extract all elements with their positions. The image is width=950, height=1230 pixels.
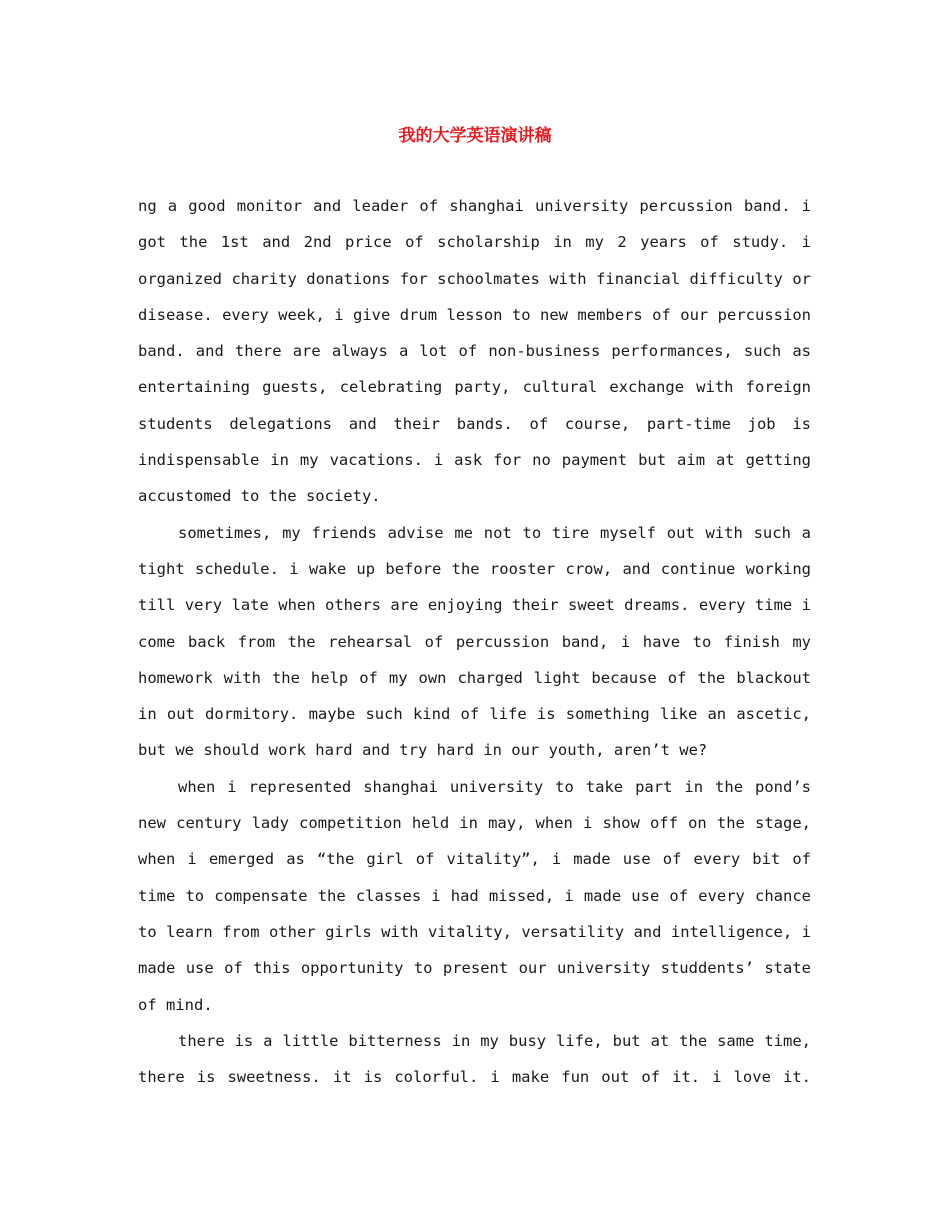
paragraph-4: there is a little bitterness in my busy life, but at the same time, there is sweetness. it is colorful. i make fun out of it. i love it. <box>138 1031 811 1087</box>
paragraph-2: sometimes, my friends advise me not to tire myself out with such a tight schedule. i wake up before the rooster crow, and continue working till very late when others are enjoying their sweet dreams. every time i come back from the rehearsal of percussion band, i have to finish my homework with the help of my own charged light because of the blackout in out dormitory. maybe such kind of life is something like an ascetic, but we should work hard and try hard in our youth, aren’t we? <box>138 523 811 760</box>
page-title: 我的大学英语演讲稿 <box>398 126 552 146</box>
document-body <box>138 188 811 1095</box>
paragraph-3: when i represented shanghai university to take part in the pond’s new century lady competition held in may, when i show off on the stage, when i emerged as “the girl of vitality”, i made use of every bit of time to compensate the classes i had missed, i made use of every chance to learn from other girls with vitality, versatility and intelligence, i made use of this opportunity to present our university studdents’ state of mind. <box>138 777 811 1014</box>
paragraph-1: ng a good monitor and leader of shanghai university percussion band. i got the 1st and 2nd price of scholarship in my 2 years of study. i organized charity donations for schoolmates with financial difficulty or disease. every week, i give drum lesson to new members of our percussion band. and there are always a lot of non-business performances, such as entertaining guests, celebrating party, cultural exchange with foreign students delegations and their bands. of course, part-time job is indispensable in my vacations. i ask for no payment but aim at getting accustomed to the society. <box>138 197 811 506</box>
